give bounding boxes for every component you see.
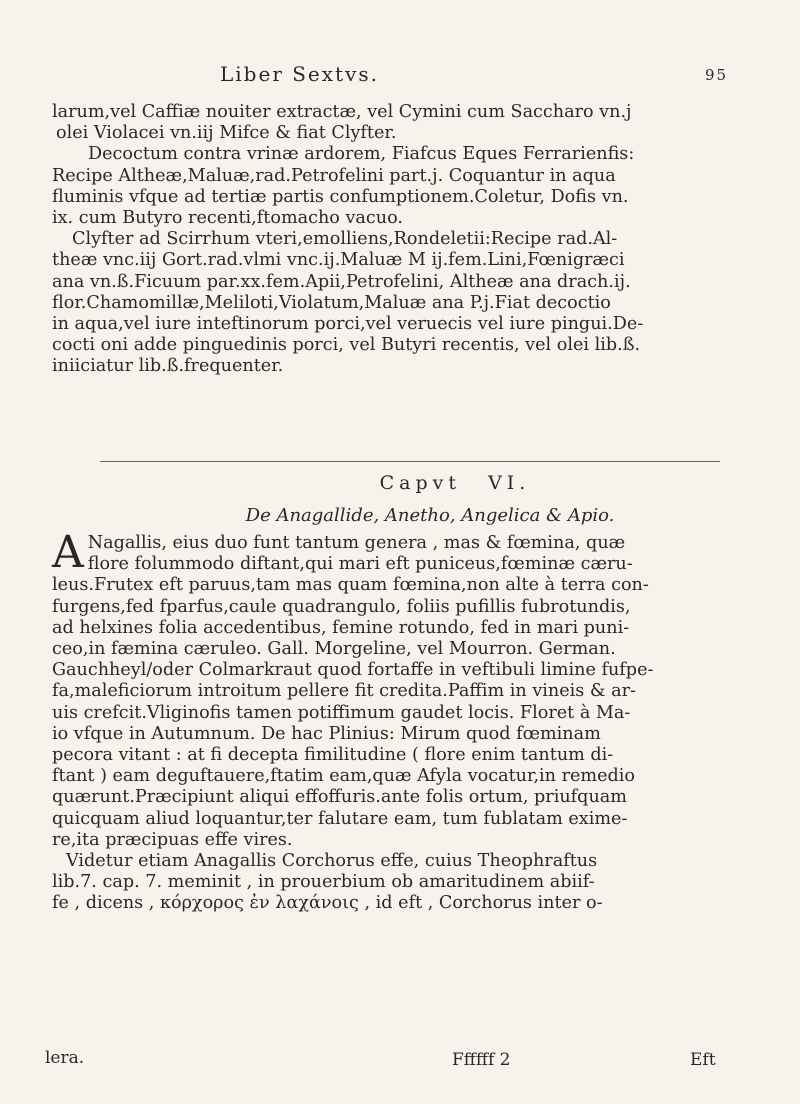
text-line: Gauchheyl/oder Colmarkraut quod fortaffe in veftibuli limine fufpe- (52, 660, 654, 681)
text-line: cocti oni adde pinguedinis porci, vel Butyri recentis, vel olei lib.ß. (52, 335, 641, 356)
text-line: Recipe Altheæ,Maluæ,rad.Petrofelini part.j. Coquantur in aqua (52, 165, 616, 186)
text-line: pecora vitant : at fi decepta fimilitudine ( flore enim tantum di- (52, 745, 614, 766)
text-line: ix. cum Butyro recenti,ftomacho vacuo. (52, 208, 403, 229)
text-line: iniiciatur lib.ß.frequenter. (52, 356, 284, 377)
chapter-label: Capvt (379, 472, 462, 494)
text-line: uis crefcit.Vliginofis tamen potiffimum gaudet locis. Floret à Ma- (52, 702, 631, 723)
text-line: ana vn.ß.Ficuum par.xx.fem.Apii,Petrofelini, Altheæ ana drach.ij. (52, 271, 631, 292)
text-line: Nagallis, eius duo funt tantum genera , mas & fœmina, quæ (87, 533, 626, 553)
signature-mark: Ffffff 2 (452, 1050, 511, 1070)
drop-cap: A (52, 527, 84, 578)
text-line: leus.Frutex eft paruus,tam mas quam fœmina,non alte à terra con- (52, 575, 649, 596)
text-line: in aqua,vel iure inteftinorum porci,vel veruecis vel iure pingui.De- (52, 314, 644, 335)
catchword-line-end: lera. (45, 1048, 85, 1068)
anagallis-text-block (52, 527, 732, 915)
text-line: fa,maleficiorum introitum pellere fit credita.Paffim in vineis & ar- (52, 681, 636, 702)
text-line: flor.Chamomillæ,Meliloti,Violatum,Maluæ ana P.j.Fiat decoctio (52, 292, 611, 313)
running-title: Liber Sextvs. (220, 62, 380, 86)
text-line: Decoctum contra vrinæ ardorem, Fiafcus Eques Ferrarienfis: (88, 144, 635, 165)
chapter-number: VI. (488, 472, 531, 494)
text-line: fluminis vfque ad tertiæ partis confumptionem.Coletur, Dofis vn. (52, 186, 629, 207)
text-line: fe , dicens , κόρχορος ἐν λαχάνοις , id eft , Corchorus inter o- (52, 893, 603, 914)
text-line: Videtur etiam Anagallis Corchorus effe, cuius Theophraftus (66, 851, 598, 872)
catchword: Eft (690, 1050, 716, 1070)
chapter-subtitle-text: De Anagallide, Anetho, Angelica & Apio. (245, 505, 615, 526)
text-line: quicquam aliud loquantur,ter falutare eam, tum fublatam exime- (52, 808, 628, 829)
text-line: quærunt.Præcipiunt aliqui effoffuris.ante folis ortum, priufquam (52, 787, 627, 808)
text-line: theæ vnc.iij Gort.rad.vlmi vnc.ij.Maluæ M ij.fem.Lini,Fœnigræci (52, 250, 625, 271)
text-line: furgens,fed fparfus,caule quadrangulo, foliis pufillis fubrotundis, (52, 596, 631, 617)
text-line: ad helxines folia accedentibus, femine rotundo, fed in mari puni- (52, 617, 630, 638)
page-number: 95 (705, 66, 729, 84)
text-line: flore folummodo diftant,qui mari eft puniceus,fœminæ cæru- (87, 554, 633, 575)
chapter-heading (0, 472, 800, 494)
text-line: ceo,in fæmina cæruleo. Gall. Morgeline, vel Mourron. German. (52, 639, 616, 660)
chapter-subtitle (0, 505, 800, 526)
text-line: lib.7. cap. 7. meminit , in prouerbium ob amaritudinem abiif- (52, 872, 595, 893)
section-divider (100, 461, 720, 462)
text-line: larum,vel Caffiæ nouiter extractæ, vel Cymini cum Saccharo vn.j (52, 102, 632, 122)
text-line: re,ita præcipuas effe vires. (52, 829, 293, 850)
text-line: Clyfter ad Scirrhum vteri,emolliens,Rondeletii:Recipe rad.Al- (72, 229, 618, 250)
text-line: olei Violacei vn.iij Mifce & fiat Clyfter. (56, 123, 397, 144)
recipe-text-block (52, 102, 732, 378)
text-line: ftant ) eam deguftauere,ftatim eam,quæ Afyla vocatur,in remedio (52, 766, 635, 787)
text-line: io vfque in Autumnum. De hac Plinius: Mirum quod fœminam (52, 723, 601, 744)
